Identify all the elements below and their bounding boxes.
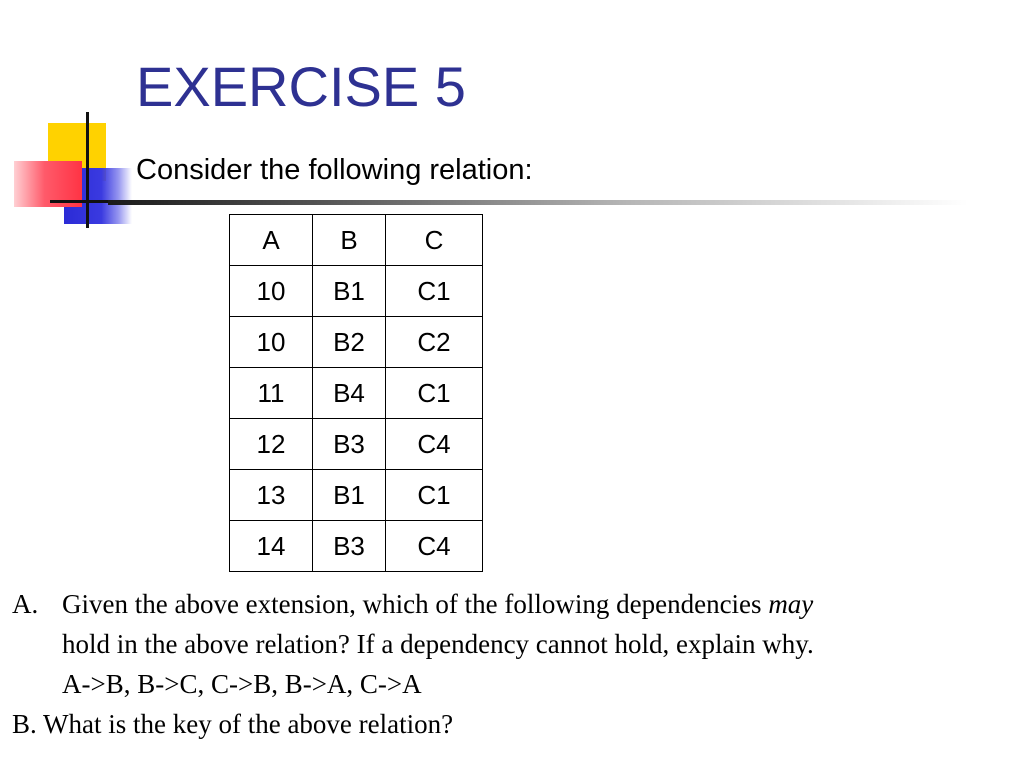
table-cell-a: 13 <box>230 470 313 521</box>
question-a-emphasis: may <box>768 589 814 619</box>
question-a-dependencies: A->B, B->C, C->B, B->A, C->A <box>62 669 422 699</box>
question-a-marker: A. <box>12 589 39 619</box>
horizontal-rule-left-decoration <box>50 200 110 203</box>
column-header-a: A <box>230 215 313 266</box>
table-row <box>230 317 483 368</box>
column-header-c: C <box>386 215 483 266</box>
question-b: B. What is the key of the above relation? <box>12 709 454 739</box>
table-cell-b: B1 <box>313 470 386 521</box>
slide-title: EXERCISE 5 <box>136 55 466 118</box>
table-header-row <box>230 215 483 266</box>
slide-subtitle: Consider the following relation: <box>136 154 533 186</box>
table-cell-a: 11 <box>230 368 313 419</box>
table-cell-c: C4 <box>386 521 483 572</box>
table-cell-c: C1 <box>386 368 483 419</box>
table-cell-b: B2 <box>313 317 386 368</box>
question-a-line-1 <box>62 584 1017 624</box>
questions-block <box>12 584 1017 744</box>
table-cell-c: C2 <box>386 317 483 368</box>
column-header-b: B <box>313 215 386 266</box>
question-a-body <box>62 584 1017 704</box>
table-row <box>230 521 483 572</box>
table-row <box>230 419 483 470</box>
table-cell-c: C1 <box>386 470 483 521</box>
vertical-rule-decoration <box>86 112 89 228</box>
table-cell-b: B3 <box>313 521 386 572</box>
question-a-line-1-text: Given the above extension, which of the following dependencies <box>62 589 769 619</box>
table-row <box>230 266 483 317</box>
table-cell-b: B4 <box>313 368 386 419</box>
table-cell-a: 10 <box>230 266 313 317</box>
table-row <box>230 470 483 521</box>
table-cell-b: B3 <box>313 419 386 470</box>
table-row <box>230 368 483 419</box>
table-cell-c: C4 <box>386 419 483 470</box>
table-cell-a: 10 <box>230 317 313 368</box>
relation-table <box>229 214 483 572</box>
horizontal-rule-gradient-decoration <box>108 200 968 205</box>
table-cell-c: C1 <box>386 266 483 317</box>
table-cell-a: 14 <box>230 521 313 572</box>
table-cell-a: 12 <box>230 419 313 470</box>
question-a <box>12 584 1017 704</box>
table-cell-b: B1 <box>313 266 386 317</box>
question-a-line-2: hold in the above relation? If a dependency cannot hold, explain why. <box>62 629 814 659</box>
